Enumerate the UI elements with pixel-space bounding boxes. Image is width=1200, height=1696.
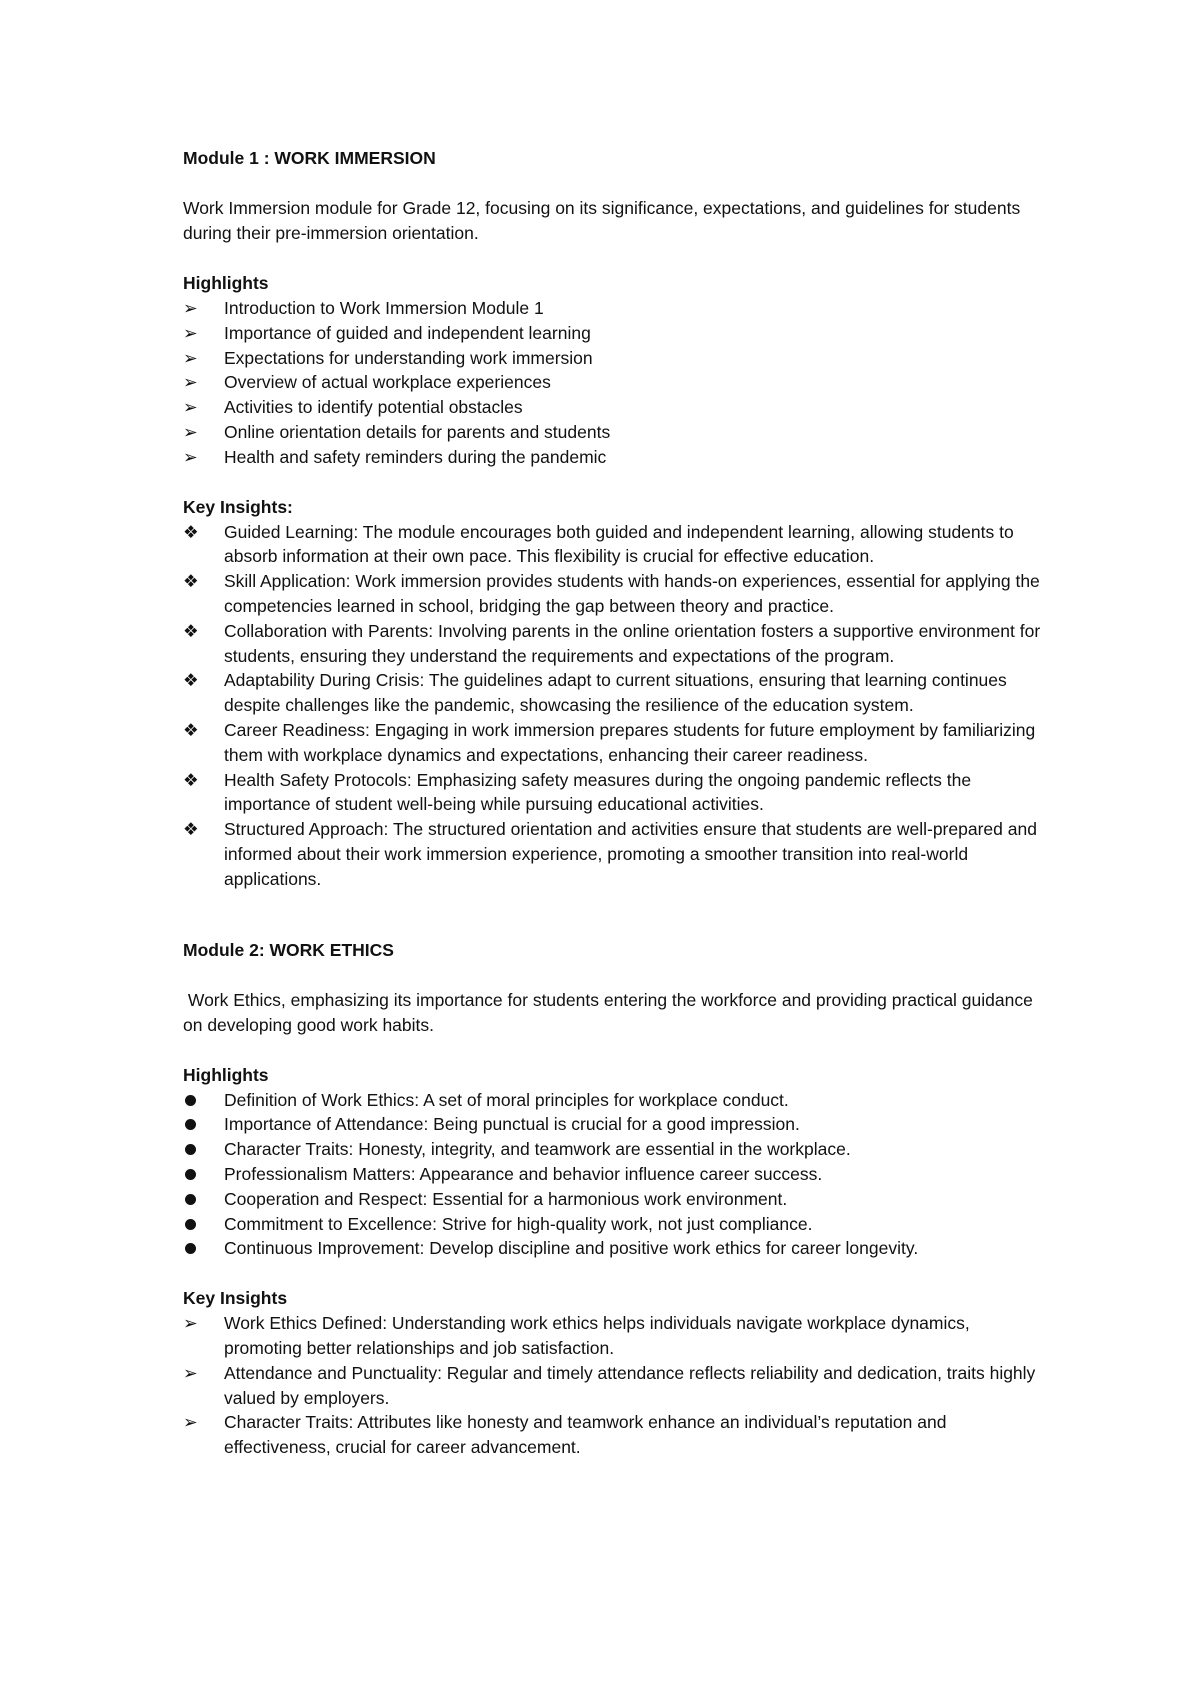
module1-highlights-list (183, 296, 1043, 470)
arrow-bullet-icon: ➢ (183, 298, 198, 318)
diamond-bullet-icon: ❖ (183, 620, 199, 641)
list-item (183, 619, 1043, 669)
list-item-text: Cooperation and Respect: Essential for a harmonious work environment. (224, 1188, 788, 1209)
list-item-text: Definition of Work Ethics: A set of moral principles for workplace conduct. (224, 1089, 789, 1110)
diamond-bullet-icon: ❖ (183, 571, 199, 592)
list-item (183, 1212, 1043, 1237)
diamond-bullet-icon: ❖ (183, 819, 199, 840)
module1-intro: Work Immersion module for Grade 12, focusing on its significance, expectations, and guidelines for students during their pre-immersion orientation. (183, 198, 1021, 243)
list-item-text: Continuous Improvement: Develop discipline and positive work ethics for career longevity. (224, 1238, 919, 1259)
list-item-text: Career Readiness: Engaging in work immersion prepares students for future employment by familiarizing them with workplace dynamics and expectations, enhancing their career readiness. (224, 719, 1036, 765)
document-content (183, 146, 1043, 1460)
list-item (183, 445, 1043, 470)
list-item-text: Collaboration with Parents: Involving parents in the online orientation fosters a supportive environment for students, ensuring they understand the requirements and expectations of the program. (224, 620, 1041, 666)
list-item (183, 420, 1043, 445)
module1-title: Module 1 : WORK IMMERSION (183, 148, 436, 168)
arrow-bullet-icon: ➢ (183, 1362, 198, 1383)
list-item (183, 346, 1043, 371)
diamond-bullet-icon: ❖ (183, 521, 199, 542)
list-item (183, 321, 1043, 346)
list-item-text: Character Traits: Honesty, integrity, and teamwork are essential in the workplace. (224, 1139, 851, 1160)
module1-insights-label: Key Insights: (183, 496, 293, 517)
diamond-bullet-icon: ❖ (183, 769, 199, 790)
arrow-bullet-icon: ➢ (183, 1412, 198, 1433)
module2-title: Module 2: WORK ETHICS (183, 939, 394, 960)
list-item (183, 370, 1043, 395)
module1-insights-list (183, 520, 1043, 892)
list-item (183, 395, 1043, 420)
arrow-bullet-icon: ➢ (183, 372, 198, 393)
arrow-bullet-icon: ➢ (183, 322, 198, 343)
list-item (183, 1311, 1043, 1361)
list-item-text: Adaptability During Crisis: The guidelines adapt to current situations, ensuring that learning continues despite challenges like the pandemic, showcasing the resilience of the education system. (224, 670, 1007, 716)
list-item-text: Character Traits: Attributes like honesty and teamwork enhance an individual’s reputation and effectiveness, crucial for career advancement. (224, 1412, 947, 1458)
list-item-text: Structured Approach: The structured orientation and activities ensure that students are well-prepared and informed about their work immersion experience, promoting a smoother transition into real-world applications. (224, 819, 1037, 889)
list-item-text: Professionalism Matters: Appearance and behavior influence career success. (224, 1163, 823, 1184)
list-item (183, 569, 1043, 619)
list-item-text: Guided Learning: The module encourages both guided and independent learning, allowing students to absorb information at their own pace. This flexibility is crucial for effective education. (224, 521, 1014, 567)
list-item (183, 1088, 1043, 1113)
list-item (183, 1187, 1043, 1212)
list-item (183, 520, 1043, 570)
module2-insights-label: Key Insights (183, 1288, 288, 1309)
arrow-bullet-icon: ➢ (183, 446, 198, 467)
list-item-text: Importance of guided and independent learning (224, 322, 591, 343)
list-item-text: Online orientation details for parents and students (224, 421, 611, 442)
list-item-text: Introduction to Work Immersion Module 1 (224, 298, 544, 318)
module1-highlights-label: Highlights (183, 273, 269, 293)
list-item-text: Work Ethics Defined: Understanding work ethics helps individuals navigate workplace dynamics, promoting better relationships and job satisfaction. (224, 1313, 970, 1358)
list-item-text: Health and safety reminders during the pandemic (224, 446, 607, 467)
diamond-bullet-icon: ❖ (183, 670, 199, 691)
module2-highlights-label: Highlights (183, 1064, 269, 1085)
module2-insights-list (183, 1311, 1043, 1460)
diamond-bullet-icon: ❖ (183, 719, 199, 740)
list-item-text: Importance of Attendance: Being punctual is crucial for a good impression. (224, 1114, 800, 1135)
list-item-text: Attendance and Punctuality: Regular and timely attendance reflects reliability and dedication, traits highly valued by employers. (224, 1362, 1036, 1408)
module2-intro (183, 988, 1043, 1038)
arrow-bullet-icon: ➢ (183, 421, 198, 442)
list-item (183, 1137, 1043, 1162)
arrow-bullet-icon: ➢ (183, 1313, 198, 1334)
arrow-bullet-icon: ➢ (183, 347, 198, 368)
list-item-text: Activities to identify potential obstacles (224, 397, 523, 418)
list-item (183, 1162, 1043, 1187)
list-item (183, 718, 1043, 768)
module2-highlights-list (183, 1088, 1043, 1262)
list-item-text: Commitment to Excellence: Strive for high-quality work, not just compliance. (224, 1213, 813, 1234)
list-item-text: Skill Application: Work immersion provides students with hands-on experiences, essential for applying the competencies learned in school, bridging the gap between theory and practice. (224, 571, 1040, 616)
list-item-text: Health Safety Protocols: Emphasizing safety measures during the ongoing pandemic reflects the importance of student well-being while pursuing educational activities. (224, 769, 972, 815)
list-item-text: Expectations for understanding work immersion (224, 347, 593, 368)
list-item (183, 1361, 1043, 1411)
list-item (183, 668, 1043, 718)
list-item (183, 1236, 1043, 1261)
list-item-text: Overview of actual workplace experiences (224, 372, 551, 393)
module2-intro-text: Work Ethics, emphasizing its importance for students entering the workforce and providing practical guidance on developing good work habits. (183, 989, 1033, 1035)
list-item (183, 768, 1043, 818)
list-item (183, 296, 1043, 321)
arrow-bullet-icon: ➢ (183, 397, 198, 418)
list-item (183, 1410, 1043, 1460)
list-item (183, 1112, 1043, 1137)
list-item (183, 817, 1043, 891)
